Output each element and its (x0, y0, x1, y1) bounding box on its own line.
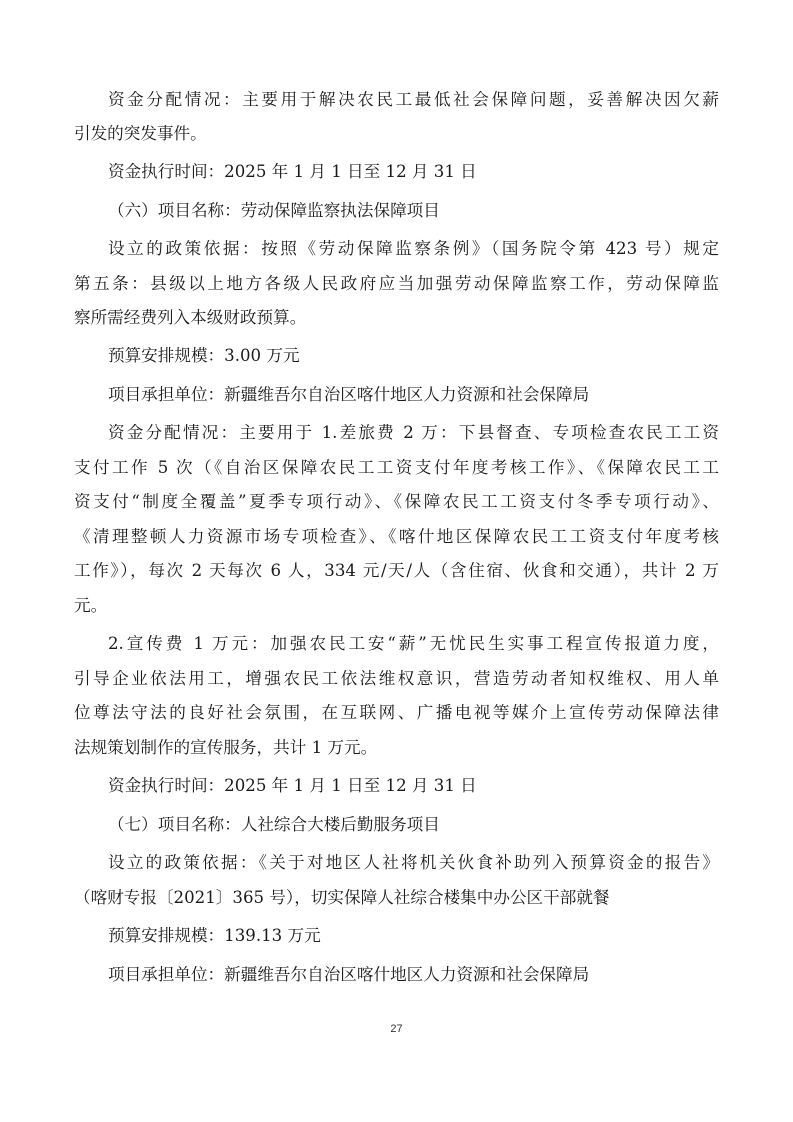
section-heading: （七）项目名称：人社综合大楼后勤服务项目 (108, 815, 440, 834)
paragraph-line: 资金执行时间：2025 年 1 月 1 日至 12 月 31 日 (108, 776, 477, 795)
paragraph-line: 工作》），每次 2 天每次 6 人，334 元/天/人（含住宿、伙食和交通），共计 2 万 (74, 561, 719, 580)
paragraph-line: 资金分配情况：主要用于 1.差旅费 2 万：下县督查、专项检查农民工工资 (108, 423, 719, 442)
paragraph-line: 资支付“制度全覆盖”夏季专项行动》、《保障农民工工资支付冬季专项行动》、 (74, 492, 719, 511)
paragraph-line: 设立的政策依据：按照《劳动保障监察条例》（国务院令第 423 号）规定 (108, 239, 719, 258)
paragraph-line: 法规策划制作的宣传服务，共计 1 万元。 (74, 738, 378, 757)
paragraph-line: 预算安排规模：3.00 万元 (108, 346, 300, 365)
page-number: 27 (390, 1023, 403, 1035)
paragraph-line: 察所需经费列入本级财政预算。 (74, 308, 307, 327)
paragraph-line: 资金执行时间：2025 年 1 月 1 日至 12 月 31 日 (108, 162, 477, 181)
paragraph-line: 项目承担单位：新疆维吾尔自治区喀什地区人力资源和社会保障局 (108, 385, 590, 404)
paragraph-line: 引导企业依法用工，增强农民工依法维权意识，营造劳动者知权维权、用人单 (74, 669, 719, 688)
paragraph-line: 项目承担单位：新疆维吾尔自治区喀什地区人力资源和社会保障局 (108, 965, 590, 984)
paragraph-line: 元。 (74, 596, 108, 615)
paragraph-line: 第五条：县级以上地方各级人民政府应当加强劳动保障监察工作，劳动保障监 (74, 274, 719, 293)
paragraph-line: 支付工作 5 次（《自治区保障农民工工资支付年度考核工作》、《保障农民工工 (74, 458, 719, 477)
paragraph-line: 预算安排规模：139.13 万元 (108, 926, 321, 945)
paragraph-line: （喀财专报〔2021〕365 号），切实保障人社综合楼集中办公区干部就餐 (74, 888, 610, 907)
paragraph-line: 位尊法守法的良好社会氛围，在互联网、广播电视等媒介上宣传劳动保障法律 (74, 703, 719, 722)
paragraph-line: 设立的政策依据：《关于对地区人社将机关伙食补助列入预算资金的报告》 (108, 853, 719, 872)
paragraph-line: 2.宣传费 1 万元：加强农民工安“薪”无忧民生实事工程宣传报道力度， (108, 634, 719, 653)
paragraph-line: 引发的突发事件。 (74, 124, 207, 143)
paragraph-line: 《清理整顿人力资源市场专项检查》、《喀什地区保障农民工工资支付年度考核 (74, 527, 719, 546)
paragraph-line: 资金分配情况：主要用于解决农民工最低社会保障问题，妥善解决因欠薪 (108, 90, 719, 109)
section-heading: （六）项目名称：劳动保障监察执法保障项目 (108, 201, 440, 220)
